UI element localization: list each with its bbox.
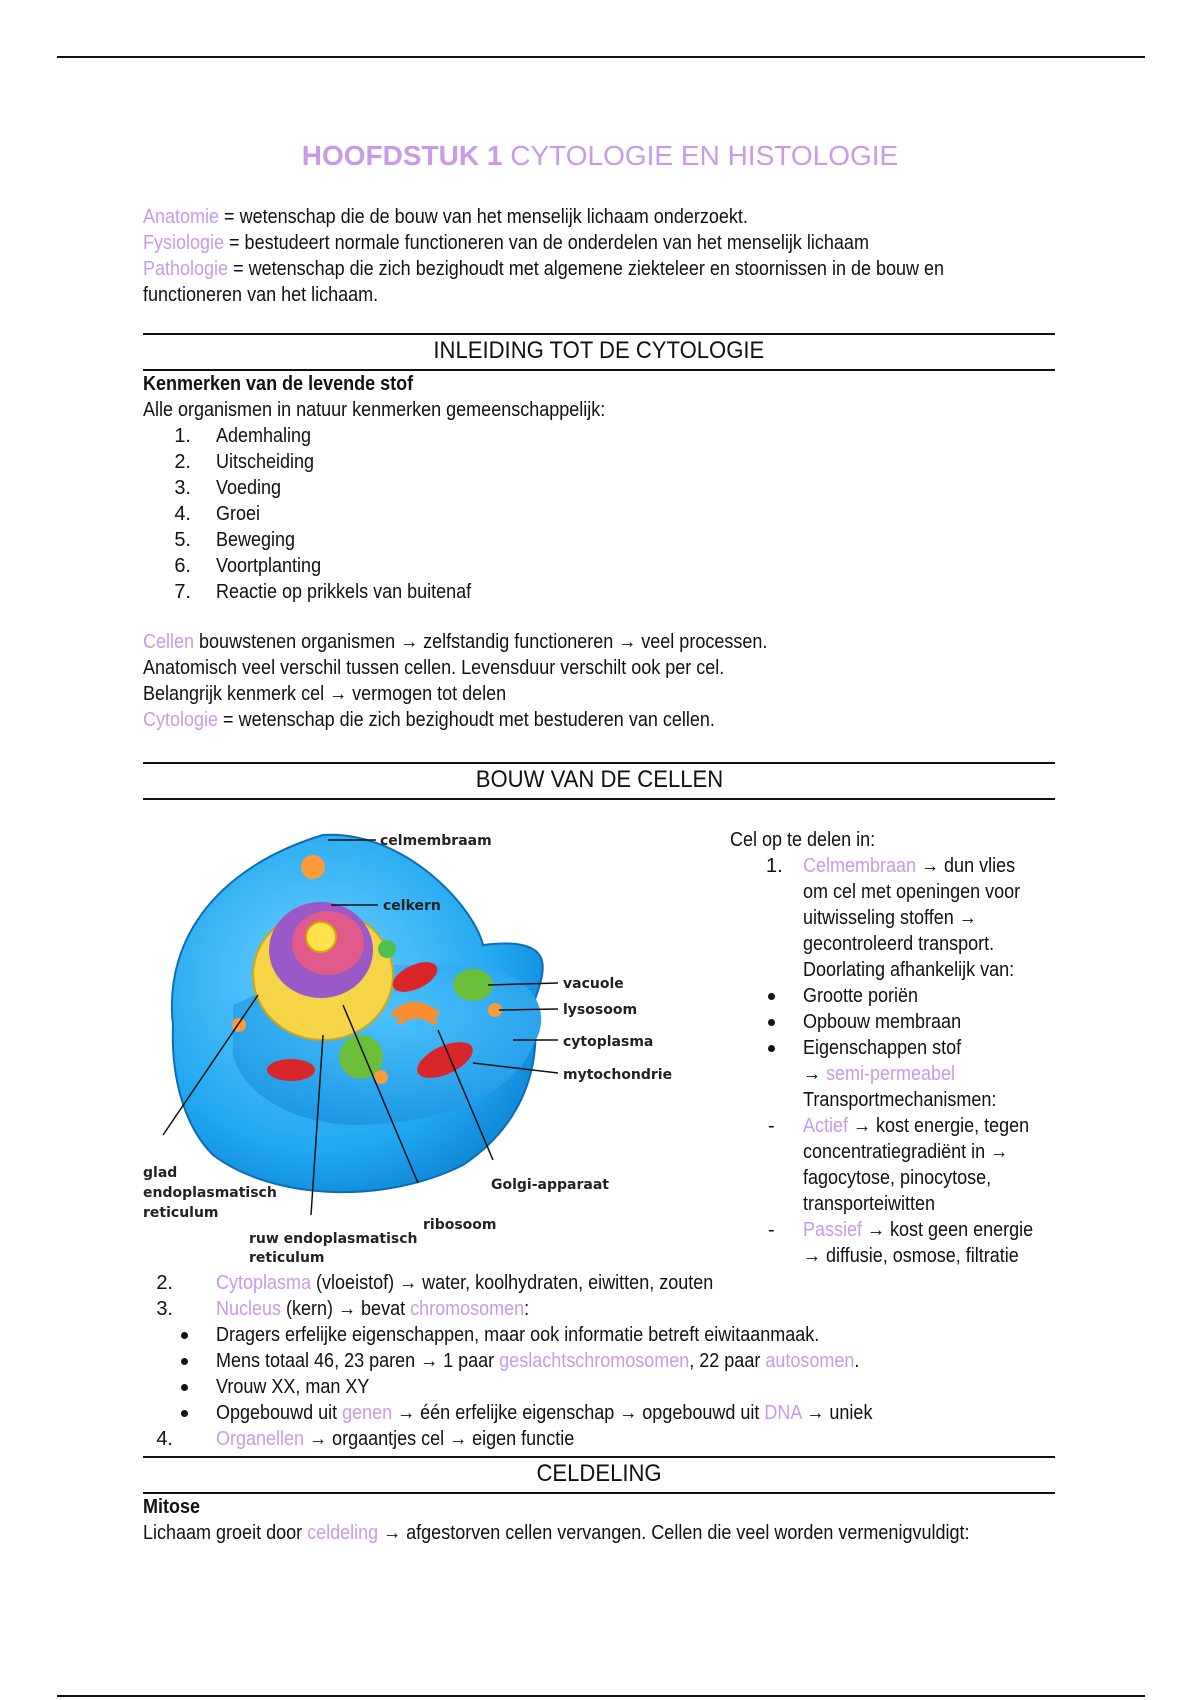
cel-lead: Cel op te delen in: [730,829,876,851]
item-number-2: 2. [156,1272,173,1294]
doorlating-bullets [730,983,1060,1061]
passief-line-1: Passief → kost geen energie [803,1219,1034,1241]
actief-line-4: transporteiwitten [803,1193,936,1215]
intro-definitions [143,204,1055,308]
item-text: Voeding [216,477,282,499]
section-heading-celdeling: CELDELING [143,1456,1055,1494]
kenmerk-item [143,475,1055,501]
label-glad-2: endoplasmatisch [143,1185,277,1201]
label-celkern: celkern [383,898,441,914]
celmembraan-line-1: Celmembraan → dun vlies [803,855,1016,877]
doorlating-item [730,1035,1060,1061]
def-fysiologie: Fysiologie = bestudeert normale functioneren van de onderdelen van het menselijk lichaam [143,232,869,254]
chromosomen-bullet-2: Mens totaal 46, 23 paren → 1 paar geslachtschromosomen, 22 paar autosomen. [216,1350,860,1372]
section-heading-inleiding: INLEIDING TOT DE CYTOLOGIE [143,333,1055,371]
organellen-line: Organellen → orgaantjes cel → eigen functie [216,1428,575,1450]
section-celdeling-body [143,1494,1055,1546]
item-number: 3. [174,477,191,499]
kenmerk-item [143,423,1055,449]
chromosomen-bullet-3: Vrouw XX, man XY [216,1376,370,1398]
label-vacuole: vacuole [563,976,624,992]
kenmerk-item [143,579,1055,605]
dash-actief: - [768,1115,775,1137]
mitose-paragraph: Lichaam groeit door celdeling → afgestorven cellen vervangen. Cellen die veel worden vermenigvuldigt: [143,1522,970,1544]
doorlating-text: Grootte poriën [803,985,919,1007]
label-glad-3: reticulum [143,1205,219,1221]
label-celmembraam: celmembraam [380,833,492,849]
title-bold: HOOFDSTUK 1 [301,140,503,171]
item-number: 6. [174,555,191,577]
dash-passief: - [768,1219,775,1241]
page-title [0,140,1200,172]
bottom-rule [57,1695,1145,1697]
bullet [768,993,775,1000]
label-cytoplasma: cytoplasma [563,1034,654,1050]
kenmerken-lead: Alle organismen in natuur kenmerken gemeenschappelijk: [143,399,606,421]
label-glad-1: glad [143,1165,178,1181]
doorlating-item [730,1009,1060,1035]
cellen-paragraph [143,629,1055,733]
section-inleiding-body [143,371,1055,605]
kenmerken-list [143,423,1055,605]
bullet [768,1045,775,1052]
label-lysosoom: lysosoom [563,1002,638,1018]
bullet [181,1410,188,1417]
title-rest: CYTOLOGIE EN HISTOLOGIE [510,140,899,171]
label-mytochondrie: mytochondrie [563,1067,673,1083]
item-text: Voortplanting [216,555,322,577]
celmembraan-line-3: uitwisseling stoffen → [803,907,977,929]
actief-line-3: fagocytose, pinocytose, [803,1167,992,1189]
doorlating-text: Opbouw membraan [803,1011,962,1033]
item-text: Ademhaling [216,425,312,447]
transport-line: Transportmechanismen: [803,1089,997,1111]
item-text: Reactie op prikkels van buitenaf [216,581,472,603]
mitochondrion-3 [267,1059,315,1081]
anatomisch-line: Anatomisch veel verschil tussen cellen. Levensduur verschilt ook per cel. [143,657,725,679]
item-number-3: 3. [156,1298,173,1320]
actief-line-2: concentratiegradiënt in → [803,1141,1009,1163]
celmembraan-line-2: om cel met openingen voor [803,881,1021,903]
item-text: Uitscheiding [216,451,315,473]
subheading-kenmerken: Kenmerken van de levende stof [143,373,414,395]
kenmerk-item [143,449,1055,475]
top-rule [57,56,1145,58]
chromosomen-bullet-4: Opgebouwd uit genen → één erfelijke eigenschap → opgebouwd uit DNA → uniek [216,1402,873,1424]
label-ribosoom: ribosoom [423,1217,497,1233]
item-text: Beweging [216,529,296,551]
celmembraan-line-5: Doorlating afhankelijk van: [803,959,1015,981]
item-number: 1. [174,425,191,447]
label-golgi: Golgi-apparaat [491,1177,609,1193]
kenmerk-line: Belangrijk kenmerk cel → vermogen tot delen [143,683,507,705]
celmembraan-column [730,827,1060,1269]
actief-line-1: Actief → kost energie, tegen [803,1115,1030,1137]
doorlating-text: Eigenschappen stof [803,1037,962,1059]
passief-line-2: → diffusie, osmose, filtratie [803,1245,1019,1267]
def-pathologie-cont: functioneren van het lichaam. [143,284,379,306]
doorlating-item [730,983,1060,1009]
label-ruw-2: reticulum [249,1250,325,1265]
section-heading-bouw: BOUW VAN DE CELLEN [143,762,1055,800]
cellen-line: Cellen bouwstenen organismen → zelfstandig functioneren → veel processen. [143,631,768,653]
cytoplasma-line: Cytoplasma (vloeistof) → water, koolhydraten, eiwitten, zouten [216,1272,714,1294]
celmembraan-line-4: gecontroleerd transport. [803,933,995,955]
chromosomen-bullet-1: Dragers erfelijke eigenschappen, maar ook informatie betreft eiwitaanmaak. [216,1324,820,1346]
subheading-mitose: Mitose [143,1496,201,1518]
item-number: 2. [174,451,191,473]
item-number: 5. [174,529,191,551]
kenmerk-item [143,501,1055,527]
kenmerk-item [143,527,1055,553]
vesicle-1 [378,940,396,958]
def-pathologie: Pathologie = wetenschap die zich bezighoudt met algemene ziekteleer en stoornissen in de bouw en [143,258,945,280]
item-number: 7. [174,581,191,603]
kenmerk-item [143,553,1055,579]
nucleolus [306,922,336,952]
bullet [768,1019,775,1026]
label-ruw-1: ruw endoplasmatisch [249,1231,418,1247]
bullet [181,1384,188,1391]
item-number: 4. [174,503,191,525]
item-number-1: 1. [766,855,783,877]
semi-permeabel-line: → semi-permeabel [803,1063,956,1085]
cytologie-line: Cytologie = wetenschap die zich bezighoudt met bestuderen van cellen. [143,709,715,731]
vacuole-1 [453,969,493,1001]
bouw-list [143,1270,1055,1452]
item-text: Groei [216,503,261,525]
def-anatomie: Anatomie = wetenschap die de bouw van het menselijk lichaam onderzoekt. [143,206,748,228]
item-number-4: 4. [156,1428,173,1450]
bullet [181,1358,188,1365]
lysosome-2 [301,855,325,879]
bullet [181,1332,188,1339]
nucleus-line: Nucleus (kern) → bevat chromosomen: [216,1298,530,1320]
cell-diagram [143,825,703,1265]
